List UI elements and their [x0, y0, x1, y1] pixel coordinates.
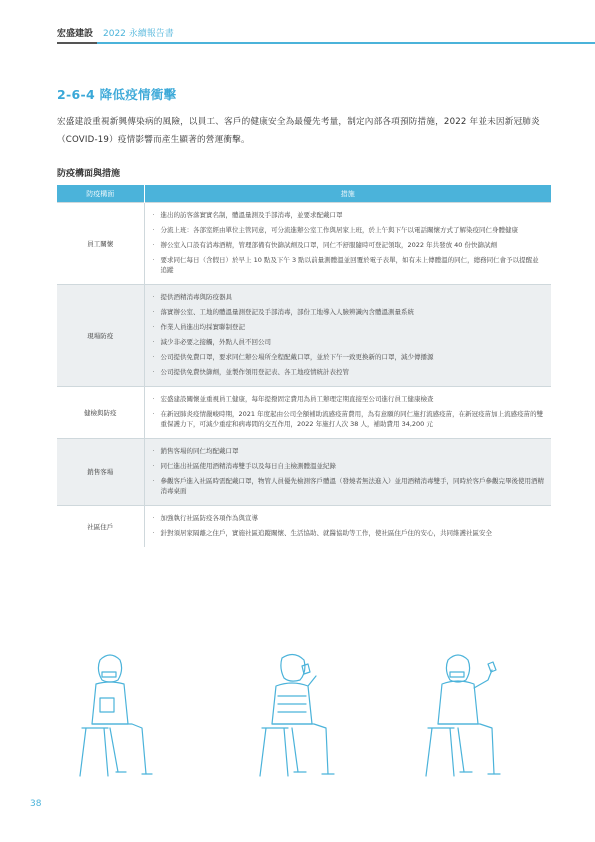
measure-item: · 落實辦公室、工地的體溫量測登記及手部消毒，部份工地導入人臉辨識內含體溫測量系統: [153, 307, 546, 317]
page-number: 38: [30, 799, 42, 809]
row-measures: [144, 387, 551, 439]
table-heading: 防疫構面與措施: [57, 169, 121, 179]
header-rule: [57, 42, 595, 44]
measure-list: [153, 210, 546, 275]
column-header-aspect: 防疫構面: [57, 185, 144, 203]
table-row: [57, 506, 551, 548]
measure-item: · 銷售客場的同仁均配戴口罩: [153, 446, 546, 456]
section-title: 2-6-4 降低疫情衝擊: [57, 87, 177, 102]
measure-item: · 在新冠肺炎疫情嚴峻時期，2021 年度起由公司全額補助流感疫苗費用，為有意願的同仁施打流感疫苗，在新冠疫苗加上流感疫苗的雙重保護力下，可減少重症和病毒間的交互作用，2022 年施打人次 38 人，補助費用 34,200 元: [153, 409, 546, 429]
table-row: [57, 387, 551, 439]
measure-item: · 加強執行社區防疫各項作為與宣導: [153, 513, 546, 523]
measure-item: · 進出的訪客落實實名制，體溫量測及手部消毒，並要求配戴口罩: [153, 210, 546, 220]
row-category: 健檢與防疫: [57, 387, 144, 439]
row-measures: [144, 203, 551, 285]
column-header-measures: 措施: [144, 185, 551, 203]
row-category: 員工關懷: [57, 203, 144, 285]
table-header-row: [57, 185, 551, 203]
measures-table: [57, 185, 551, 547]
person-with-mask-seated-icon: [80, 655, 152, 776]
measure-list: [153, 394, 546, 429]
page-header: [0, 0, 595, 46]
measure-item: · 提供酒精消毒與防疫器具: [153, 292, 546, 302]
measure-item: · 公司提供免費快篩劑，並製作領用登記表、各工地疫情統計表控管: [153, 367, 546, 377]
table-row: [57, 285, 551, 387]
person-on-phone-seated-icon: [260, 654, 334, 776]
table-row: [57, 203, 551, 285]
illustration: [0, 650, 595, 780]
measure-item: · 辦公室入口設有消毒酒精，管理部備有快篩試劑及口罩，同仁不舒服隨時可登記領取，2022 年共發放 40 份快篩試劑: [153, 240, 546, 250]
row-category: 現場防疫: [57, 285, 144, 387]
person-with-phone-seated-icon: [426, 655, 500, 776]
measure-item: · 宏盛建設關懷並重視員工健康，每年提撥固定費用為員工辦理定期直接至公司進行員工健康檢查: [153, 394, 546, 404]
measure-list: [153, 446, 546, 496]
intro-paragraph: 宏盛建設重視新興傳染病的風險，以員工、客戶的健康安全為最優先考量，制定內部各項預防措施，2022 年並未因新冠肺炎（COVID-19）疫情影響而產生顯著的營運衝擊。: [57, 117, 540, 145]
row-measures: [144, 439, 551, 506]
measure-item: · 同仁進出社區使用酒精消毒雙手以及每日自主檢測體溫並紀錄: [153, 461, 546, 471]
report-title: 2022 永續報告書: [103, 29, 174, 39]
measure-item: · 要求同仁每日（含假日）於早上 10 點及下午 3 點以前量測體溫並回覆於電子表單，如有未上傳體溫的同仁，總務同仁會予以提醒並追蹤: [153, 255, 546, 275]
table-row: [57, 439, 551, 506]
row-measures: [144, 506, 551, 548]
measure-item: · 針對須居家隔離之住戶，實施社區追蹤關懷、生活協助、就醫協助等工作，使社區住戶住的安心，共同維護社區安全: [153, 528, 546, 538]
measure-item: · 分流上班：各部室經由單位主管同意，可分流進辦公室工作與居家上班，於上午與下午以電話關懷方式了解染疫同仁身體健康: [153, 225, 546, 235]
measure-item: · 參觀客戶進入社區時需配戴口罩，物管人員優先檢測客戶體溫（發燒者無法進入）並用酒精消毒雙手，同時於客戶參觀完畢後使用酒精消毒桌面: [153, 476, 546, 496]
measure-list: [153, 513, 546, 538]
seated-people-illustration: [0, 650, 595, 780]
row-measures: [144, 285, 551, 387]
row-category: 銷售客場: [57, 439, 144, 506]
measure-item: · 公司提供免費口罩，要求同仁辦公場所全程配戴口罩，並於下午一致更換新的口罩，減少傳播源: [153, 352, 546, 362]
row-category: 社區住戶: [57, 506, 144, 548]
table-body: [57, 203, 551, 548]
header-rule-accent: [57, 42, 97, 44]
measure-list: [153, 292, 546, 377]
measure-item: · 作業人員進出均採實聯制登記: [153, 322, 546, 332]
measure-item: · 減少非必要之接觸，外點人員不回公司: [153, 337, 546, 347]
company-name: 宏盛建設: [57, 29, 94, 39]
